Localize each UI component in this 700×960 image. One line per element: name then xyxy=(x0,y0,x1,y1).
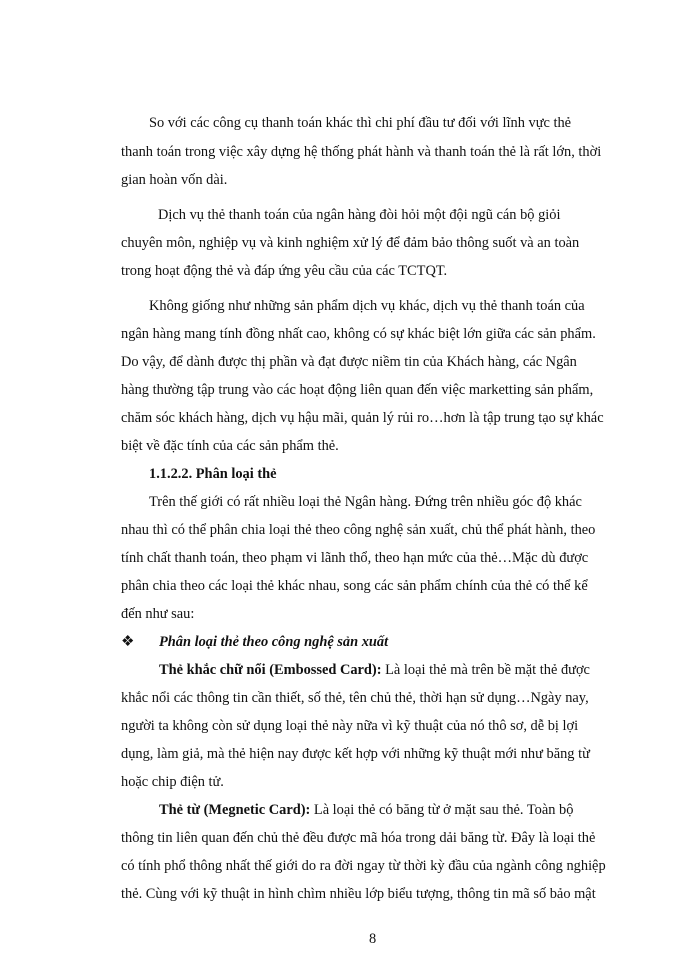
embossed-line-1 xyxy=(159,661,590,679)
paragraph-3-line-4: hàng thường tập trung vào các hoạt động liên quan đến việc marketting sản phẩm, xyxy=(121,382,594,398)
paragraph-3-line-2: ngân hàng mang tính đồng nhất cao, không có sự khác biệt lớn giữa các sản phẩm. xyxy=(121,326,596,342)
diamond-bullet-icon: ❖ xyxy=(121,634,135,650)
paragraph-4-line-5: đến như sau: xyxy=(121,606,195,622)
paragraph-3-line-3: Do vậy, để dành được thị phần và đạt được niềm tin của Khách hàng, các Ngân xyxy=(121,354,577,370)
paragraph-2-line-2: chuyên môn, nghiệp vụ và kinh nghiệm xử lý để đảm bảo thông suốt và an toàn xyxy=(121,235,580,251)
page-number: 8 xyxy=(369,931,377,947)
embossed-term: Thẻ khắc chữ nổi (Embossed Card): xyxy=(159,662,382,678)
magnetic-line-1-rest: Là loại thẻ có băng từ ở mặt sau thẻ. Toàn bộ xyxy=(310,802,574,818)
paragraph-4-line-1: Trên thế giới có rất nhiều loại thẻ Ngân hàng. Đứng trên nhiều góc độ khác xyxy=(149,494,582,510)
paragraph-2-line-1: Dịch vụ thẻ thanh toán của ngân hàng đòi hỏi một đội ngũ cán bộ giỏi xyxy=(158,207,561,223)
bullet-heading: Phân loại thẻ theo công nghệ sản xuất xyxy=(159,634,389,650)
magnetic-line-2: thông tin liên quan đến chủ thẻ đều được mã hóa trong dải băng từ. Đây là loại thẻ xyxy=(121,830,596,846)
paragraph-1-line-3: gian hoàn vốn dài. xyxy=(121,172,228,188)
embossed-line-4: dụng, làm giả, mà thẻ hiện nay được kết hợp với những kỹ thuật mới như băng từ xyxy=(121,746,590,762)
embossed-line-2: khắc nổi các thông tin cần thiết, số thẻ, tên chủ thẻ, thời hạn sử dụng…Ngày nay, xyxy=(121,690,589,706)
paragraph-1-line-1: So với các công cụ thanh toán khác thì chi phí đầu tư đối với lĩnh vực thẻ xyxy=(149,115,572,131)
paragraph-4-line-2: nhau thì có thể phân chia loại thẻ theo công nghệ sản xuất, chủ thể phát hành, theo xyxy=(121,522,596,538)
paragraph-3-line-5: chăm sóc khách hàng, dịch vụ hậu mãi, quản lý rủi ro…hơn là tập trung tạo sự khác xyxy=(121,410,604,426)
embossed-line-1-rest: Là loại thẻ mà trên bề mặt thẻ được xyxy=(381,662,590,678)
paragraph-4-line-3: tính chất thanh toán, theo phạm vi lãnh thổ, theo hạn mức của thẻ…Mặc dù được xyxy=(121,550,589,566)
paragraph-1-line-2: thanh toán trong việc xây dựng hệ thống phát hành và thanh toán thẻ là rất lớn, thời xyxy=(121,144,602,160)
magnetic-line-3: có tính phổ thông nhất thế giới do ra đời ngay từ thời kỳ đầu của ngành công nghiệp xyxy=(121,858,606,874)
magnetic-line-1 xyxy=(159,801,573,819)
embossed-line-3: người ta không còn sử dụng loại thẻ này nữa vì kỹ thuật của nó thô sơ, dễ bị lợi xyxy=(121,718,579,734)
paragraph-4-line-4: phân chia theo các loại thẻ khác nhau, song các sản phẩm chính của thẻ có thể kể xyxy=(121,578,588,594)
section-heading: 1.1.2.2. Phân loại thẻ xyxy=(149,466,277,482)
magnetic-term: Thẻ từ (Megnetic Card): xyxy=(159,802,311,818)
magnetic-line-4: thẻ. Cùng với kỹ thuật in hình chìm nhiều lớp biểu tượng, thông tin mã số bảo mật xyxy=(121,886,596,902)
paragraph-3-line-1: Không giống như những sản phẩm dịch vụ khác, dịch vụ thẻ thanh toán của xyxy=(149,298,585,314)
paragraph-2-line-3: trong hoạt động thẻ và đáp ứng yêu cầu của các TCTQT. xyxy=(121,263,448,279)
paragraph-3-line-6: biệt về đặc tính của các sản phẩm thẻ. xyxy=(121,438,339,454)
embossed-line-5: hoặc chip điện tử. xyxy=(121,774,224,790)
